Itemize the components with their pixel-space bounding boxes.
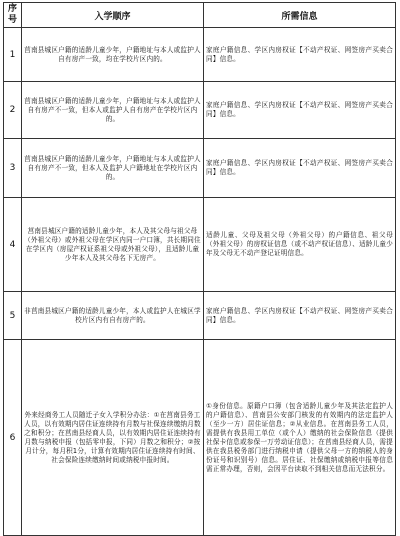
enrollment-order-table — [3, 2, 396, 536]
enrollment-condition: 外来经商务工人员随迁子女入学积分办法：①在莒南县务工人员，以有效期内居住证连续持有月数与社保连续缴纳月数之和积分；在莒南县经商人员，以有效期内居住证连续持有月数与纳税申报（包括零申报，下同）月数之和积分；②按月计分，每月积1分，计算有效期内居住证连续持有时间、社会保险连续缴纳时间或纳税申报时间。 — [22, 340, 204, 536]
row-number: 3 — [4, 139, 22, 198]
required-information: 家庭户籍信息、学区内房权证【不动产权证、网签房产买卖合同】信息。 — [204, 139, 396, 198]
table-header-row — [4, 3, 396, 28]
table-row — [4, 292, 396, 340]
row-number: 1 — [4, 28, 22, 82]
required-information: 家庭户籍信息、学区内房权证【不动产权证、网签房产买卖合同】信息。 — [204, 292, 396, 340]
table-row — [4, 28, 396, 82]
table-row — [4, 82, 396, 139]
table-row — [4, 340, 396, 536]
enrollment-condition: 莒南县城区户籍的适龄儿童少年，户籍地址与本人或监护人自有房产一致，均在学校片区内的。 — [22, 28, 204, 82]
table-row — [4, 198, 396, 292]
enrollment-condition: 非莒南县城区户籍的适龄儿童少年，本人或监护人在城区学校片区内有自有房产的。 — [22, 292, 204, 340]
row-number: 6 — [4, 340, 22, 536]
row-number: 4 — [4, 198, 22, 292]
row-number: 2 — [4, 82, 22, 139]
enrollment-condition: 莒南县城区户籍的适龄儿童少年，本人及其父母与祖父母（外祖父母）或外祖父母在学区内同一户口簿，共长期同住在学区内（房屋产权证系祖父母或外祖父母），且适龄儿童少年本人及其父母名下无房产。 — [22, 198, 204, 292]
required-information: ①身份信息。原籍户口簿（包含适龄儿童少年及其法定监护人的户籍信息）、莒南县公安部门核发的有效期内的法定监护人（至少一方）居住证信息；②从业信息。在莒南县务工人员，需提供有我县用工单位（或个人）缴纳的社会保险信息（提供社保卡信息或参保一万劳动证信息）；在莒南县经商人员，需提供在我县税务部门进行纳税申请（提供父母一方的纳税人的身份证号和识别号）信息。居住证、社保缴纳或纳税申报等信息需正常办理，否则，会因平台读取不到相关信息而无法积分。 — [204, 340, 396, 536]
header-serial-number: 序号 — [4, 3, 22, 28]
required-information: 家庭户籍信息、学区内房权证【不动产权证、网签房产买卖合同】信息。 — [204, 28, 396, 82]
table-row — [4, 139, 396, 198]
required-information: 家庭户籍信息、学区内房权证【不动产权证、网签房产买卖合同】信息。 — [204, 82, 396, 139]
enrollment-condition: 莒南县城区户籍的适龄儿童少年，户籍地址与本人或监护人自有房产不一致，但本人或监护人自有房产在学校片区内的。 — [22, 82, 204, 139]
header-enrollment-order: 入学顺序 — [22, 3, 204, 28]
header-required-info: 所需信息 — [204, 3, 396, 28]
row-number: 5 — [4, 292, 22, 340]
required-information: 适龄儿童、父母及祖父母（外祖父母）的户籍信息、祖父母（外祖父母）的房权证信息（或不动产权证信息）、适龄儿童少年及父母无不动产登记证明信息。 — [204, 198, 396, 292]
enrollment-condition: 莒南县城区户籍的适龄儿童少年，户籍地址与本人或监护人自有房产不一致，但本人及监护人户籍地址在学校片区内的。 — [22, 139, 204, 198]
